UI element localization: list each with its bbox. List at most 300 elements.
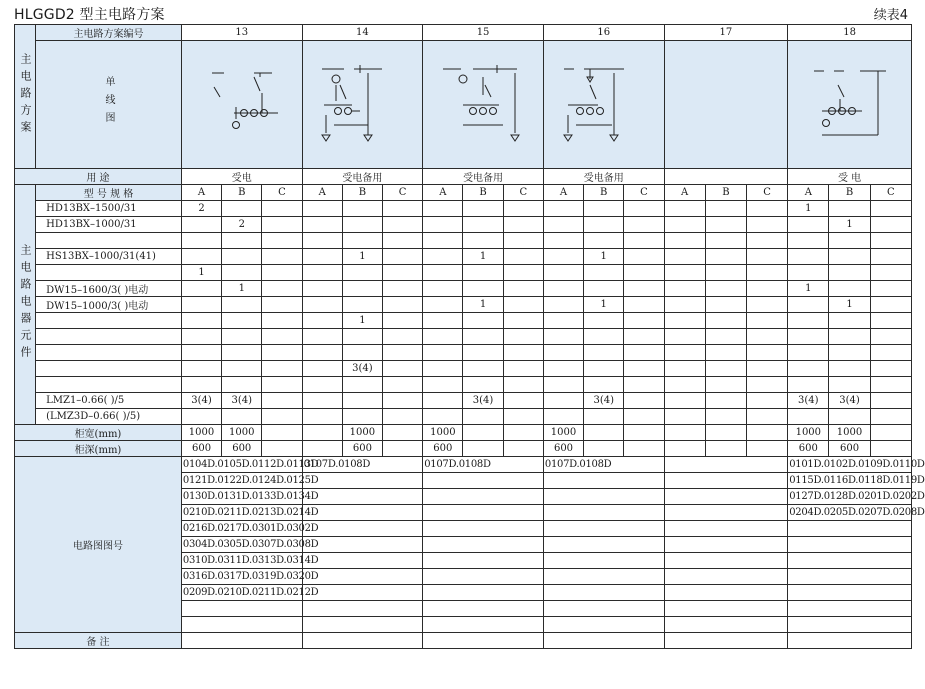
width-value: 1000: [222, 425, 262, 441]
circuit-code: [543, 617, 664, 633]
circuit-code: 0101D.0102D.0109D.0110D: [788, 457, 912, 473]
component-qty: [746, 313, 787, 329]
component-qty: [584, 377, 624, 393]
component-qty: [664, 201, 705, 217]
circuit-code: [664, 537, 788, 553]
component-qty: [181, 409, 221, 425]
circuit-code: [302, 521, 423, 537]
width-label: 柜宽(mm): [15, 425, 182, 441]
circuit-code: [423, 585, 544, 601]
circuit-code: [664, 473, 788, 489]
diagram-17: [664, 41, 788, 169]
abc-header: C: [870, 185, 911, 201]
component-qty: [383, 393, 423, 409]
component-qty: 3(4): [463, 393, 503, 409]
circuit-code: [423, 569, 544, 585]
component-qty: [262, 361, 302, 377]
component-qty: [302, 265, 342, 281]
circuit-code: 0107D.0108D: [302, 457, 423, 473]
component-qty: [705, 265, 746, 281]
width-value: [302, 425, 342, 441]
component-qty: [705, 345, 746, 361]
component-qty: [870, 201, 911, 217]
depth-value: 600: [181, 441, 221, 457]
component-qty: [746, 233, 787, 249]
component-qty: [302, 329, 342, 345]
component-qty: 3(4): [342, 361, 382, 377]
component-name: [36, 329, 182, 345]
component-qty: [664, 361, 705, 377]
circuit-code: 0304D.0305D.0307D.0308D: [181, 537, 302, 553]
component-qty: [463, 265, 503, 281]
width-value: 1000: [543, 425, 583, 441]
component-qty: [664, 217, 705, 233]
usage-label: 用 途: [15, 169, 182, 185]
component-qty: 1: [829, 297, 870, 313]
depth-value: 600: [342, 441, 382, 457]
depth-value: [870, 441, 911, 457]
component-qty: [870, 409, 911, 425]
component-qty: [788, 329, 829, 345]
component-name: (LMZ3D–0.66( )/5): [36, 409, 182, 425]
component-qty: [342, 281, 382, 297]
width-value: 1000: [423, 425, 463, 441]
component-qty: [624, 329, 664, 345]
component-qty: [262, 281, 302, 297]
width-value: [705, 425, 746, 441]
circuit-code: [664, 585, 788, 601]
component-qty: [543, 249, 583, 265]
diagram-16: [543, 41, 664, 169]
abc-header: A: [423, 185, 463, 201]
width-value: [664, 425, 705, 441]
component-qty: 1: [829, 217, 870, 233]
circuit-code: [423, 617, 544, 633]
component-qty: [181, 329, 221, 345]
circuit-code: [302, 601, 423, 617]
component-qty: [705, 329, 746, 345]
component-qty: [181, 313, 221, 329]
component-qty: [302, 281, 342, 297]
scheme-13: 13: [181, 25, 302, 41]
component-qty: [181, 361, 221, 377]
circuit-code: [302, 617, 423, 633]
component-qty: [383, 345, 423, 361]
usage-15: 受电备用: [423, 169, 544, 185]
circuit-code: 0316D.0317D.0319D.0320D: [181, 569, 302, 585]
component-qty: [746, 329, 787, 345]
component-qty: [870, 345, 911, 361]
component-qty: [829, 409, 870, 425]
component-qty: [664, 233, 705, 249]
component-qty: [423, 281, 463, 297]
component-qty: [503, 217, 543, 233]
component-qty: 3(4): [584, 393, 624, 409]
component-qty: [463, 233, 503, 249]
depth-value: 600: [788, 441, 829, 457]
component-qty: 1: [584, 249, 624, 265]
component-qty: [543, 345, 583, 361]
component-qty: [423, 249, 463, 265]
circuit-code: [302, 553, 423, 569]
component-qty: [705, 313, 746, 329]
component-qty: [222, 409, 262, 425]
circuit-code: [788, 553, 912, 569]
circuit-code: [423, 601, 544, 617]
component-qty: [181, 217, 221, 233]
component-qty: [262, 265, 302, 281]
width-value: 1000: [342, 425, 382, 441]
component-qty: [870, 233, 911, 249]
component-qty: [503, 265, 543, 281]
width-value: 1000: [181, 425, 221, 441]
width-value: 1000: [788, 425, 829, 441]
usage-17: [664, 169, 788, 185]
component-qty: 1: [342, 313, 382, 329]
component-qty: [624, 265, 664, 281]
circuit-code: 0310D.0311D.0313D.0314D: [181, 553, 302, 569]
component-qty: [584, 345, 624, 361]
circuit-code: [543, 473, 664, 489]
component-qty: [302, 409, 342, 425]
component-qty: [664, 265, 705, 281]
component-name: [36, 345, 182, 361]
circuit-code: [788, 585, 912, 601]
component-qty: [302, 393, 342, 409]
component-qty: [705, 233, 746, 249]
circuit-code: [302, 489, 423, 505]
circuit-code: 0216D.0217D.0301D.0302D: [181, 521, 302, 537]
component-qty: [705, 361, 746, 377]
component-qty: [342, 377, 382, 393]
component-qty: [302, 201, 342, 217]
circuit-code: [543, 505, 664, 521]
component-qty: [342, 393, 382, 409]
width-value: [503, 425, 543, 441]
component-qty: [788, 297, 829, 313]
usage-18: 受 电: [788, 169, 912, 185]
component-qty: [302, 345, 342, 361]
component-qty: [829, 281, 870, 297]
width-value: [624, 425, 664, 441]
circuit-code: 0204D.0205D.0207D.0208D: [788, 505, 912, 521]
component-qty: [262, 345, 302, 361]
circuit-code: [423, 553, 544, 569]
component-qty: [624, 281, 664, 297]
component-qty: [664, 281, 705, 297]
component-qty: [222, 297, 262, 313]
circuit-code: [543, 489, 664, 505]
component-qty: [423, 233, 463, 249]
component-qty: [503, 329, 543, 345]
depth-value: [705, 441, 746, 457]
component-qty: [463, 217, 503, 233]
component-name: [36, 233, 182, 249]
component-name: LMZ1–0.66( )/5: [36, 393, 182, 409]
depth-value: [302, 441, 342, 457]
usage-16: 受电备用: [543, 169, 664, 185]
component-qty: [222, 377, 262, 393]
component-qty: [181, 249, 221, 265]
remark-cell: [543, 633, 664, 649]
scheme-no-label: 主电路方案编号: [36, 25, 182, 41]
component-qty: [503, 377, 543, 393]
scheme-15: 15: [423, 25, 544, 41]
component-qty: [342, 345, 382, 361]
abc-header: C: [503, 185, 543, 201]
component-qty: [584, 265, 624, 281]
component-qty: [463, 377, 503, 393]
component-qty: [503, 297, 543, 313]
component-name: DW15–1000/3( )电动: [36, 297, 182, 313]
component-qty: [342, 409, 382, 425]
component-qty: [503, 249, 543, 265]
circuit-code: [423, 473, 544, 489]
component-name: [36, 265, 182, 281]
depth-value: 600: [543, 441, 583, 457]
circuit-code: [543, 585, 664, 601]
diagram-label: 单线图: [36, 41, 182, 169]
component-name: HD13BX–1500/31: [36, 201, 182, 217]
depth-value: [664, 441, 705, 457]
component-qty: [181, 345, 221, 361]
component-qty: [624, 409, 664, 425]
component-qty: 1: [788, 201, 829, 217]
component-qty: [705, 201, 746, 217]
circuit-label: 电路图图号: [15, 457, 182, 633]
component-qty: [503, 201, 543, 217]
component-name: DW15–1600/3( )电动: [36, 281, 182, 297]
component-qty: [829, 265, 870, 281]
component-qty: [302, 297, 342, 313]
component-qty: [788, 361, 829, 377]
component-qty: [584, 313, 624, 329]
component-qty: 3(4): [181, 393, 221, 409]
component-qty: [624, 297, 664, 313]
component-qty: [423, 409, 463, 425]
component-qty: [705, 281, 746, 297]
component-qty: [788, 409, 829, 425]
component-qty: [302, 217, 342, 233]
component-qty: [383, 409, 423, 425]
component-qty: [463, 329, 503, 345]
component-name: [36, 313, 182, 329]
component-qty: [870, 377, 911, 393]
component-qty: [829, 345, 870, 361]
component-qty: 1: [788, 281, 829, 297]
component-qty: [342, 201, 382, 217]
component-qty: [423, 345, 463, 361]
component-qty: [463, 281, 503, 297]
depth-value: [463, 441, 503, 457]
component-qty: [222, 201, 262, 217]
circuit-code: 0121D.0122D.0124D.0125D: [181, 473, 302, 489]
depth-value: [746, 441, 787, 457]
component-qty: [870, 265, 911, 281]
circuit-code: [302, 505, 423, 521]
component-qty: [383, 297, 423, 313]
diagram-15: [423, 41, 544, 169]
component-name: HS13BX–1000/31(41): [36, 249, 182, 265]
component-qty: [584, 281, 624, 297]
diagram-14: [302, 41, 423, 169]
component-qty: [181, 281, 221, 297]
component-qty: [262, 313, 302, 329]
abc-header: B: [829, 185, 870, 201]
abc-header: C: [624, 185, 664, 201]
circuit-code: [664, 601, 788, 617]
single-line-diagram-14: [312, 55, 412, 155]
component-qty: [624, 361, 664, 377]
component-qty: [463, 313, 503, 329]
abc-header: B: [705, 185, 746, 201]
component-qty: [262, 297, 302, 313]
component-qty: [829, 233, 870, 249]
continued-label: 续表4: [873, 8, 908, 23]
component-qty: [746, 265, 787, 281]
component-qty: [543, 361, 583, 377]
component-qty: [383, 265, 423, 281]
circuit-code: [302, 537, 423, 553]
component-qty: [342, 297, 382, 313]
depth-value: [624, 441, 664, 457]
component-qty: 1: [222, 281, 262, 297]
component-qty: [543, 201, 583, 217]
component-qty: [463, 345, 503, 361]
component-qty: [624, 249, 664, 265]
component-qty: [222, 361, 262, 377]
circuit-code: [423, 489, 544, 505]
component-qty: [788, 249, 829, 265]
abc-header: A: [543, 185, 583, 201]
depth-label: 柜深(mm): [15, 441, 182, 457]
usage-13: 受电: [181, 169, 302, 185]
remark-cell: [423, 633, 544, 649]
component-qty: [222, 249, 262, 265]
circuit-code: 0210D.0211D.0213D.0214D: [181, 505, 302, 521]
component-qty: [262, 393, 302, 409]
component-qty: [664, 329, 705, 345]
component-qty: 1: [181, 265, 221, 281]
main-circuit-table: [14, 24, 925, 649]
circuit-code: [543, 569, 664, 585]
component-qty: [383, 201, 423, 217]
component-qty: [262, 233, 302, 249]
component-qty: [302, 313, 342, 329]
abc-header: A: [181, 185, 221, 201]
component-qty: 3(4): [788, 393, 829, 409]
component-qty: [829, 313, 870, 329]
component-qty: [664, 297, 705, 313]
circuit-code: 0107D.0108D: [423, 457, 544, 473]
component-qty: [423, 313, 463, 329]
component-qty: [222, 329, 262, 345]
abc-header: B: [463, 185, 503, 201]
circuit-code: 0130D.0131D.0133D.0134D: [181, 489, 302, 505]
component-qty: [705, 297, 746, 313]
width-value: [383, 425, 423, 441]
component-qty: [503, 233, 543, 249]
component-qty: [870, 361, 911, 377]
component-qty: [705, 377, 746, 393]
width-value: 1000: [829, 425, 870, 441]
width-value: [746, 425, 787, 441]
circuit-code: [788, 601, 912, 617]
remark-label: 备 注: [15, 633, 182, 649]
remark-cell: [664, 633, 788, 649]
component-qty: 2: [181, 201, 221, 217]
component-qty: [788, 345, 829, 361]
circuit-code: 0107D.0108D: [543, 457, 664, 473]
component-qty: [788, 217, 829, 233]
component-qty: 1: [463, 297, 503, 313]
component-qty: [503, 313, 543, 329]
circuit-code: [302, 473, 423, 489]
component-qty: [746, 201, 787, 217]
component-qty: [262, 409, 302, 425]
abc-header: A: [302, 185, 342, 201]
component-qty: [624, 345, 664, 361]
width-value: [584, 425, 624, 441]
component-qty: [870, 313, 911, 329]
remark-cell: [302, 633, 423, 649]
circuit-code: [543, 521, 664, 537]
abc-header: B: [342, 185, 382, 201]
component-qty: [181, 233, 221, 249]
component-qty: [870, 217, 911, 233]
component-qty: [181, 297, 221, 313]
remark-cell: [788, 633, 912, 649]
circuit-code: [788, 537, 912, 553]
component-qty: [543, 233, 583, 249]
circuit-code: [543, 601, 664, 617]
component-qty: [664, 393, 705, 409]
component-qty: [705, 393, 746, 409]
component-qty: [463, 201, 503, 217]
component-qty: [746, 297, 787, 313]
remark-cell: [181, 633, 302, 649]
component-qty: [383, 329, 423, 345]
circuit-code: 0115D.0116D.0118D.0119D: [788, 473, 912, 489]
component-qty: [543, 297, 583, 313]
component-qty: [543, 393, 583, 409]
component-qty: [829, 329, 870, 345]
width-value: [463, 425, 503, 441]
circuit-code: [788, 521, 912, 537]
component-qty: [788, 313, 829, 329]
component-qty: 1: [584, 297, 624, 313]
component-qty: 1: [342, 249, 382, 265]
component-qty: [383, 233, 423, 249]
abc-header: C: [746, 185, 787, 201]
circuit-code: [664, 505, 788, 521]
spec-label: 型 号 规 格: [36, 185, 182, 201]
circuit-code: [664, 553, 788, 569]
component-qty: [262, 377, 302, 393]
component-qty: [503, 281, 543, 297]
component-qty: [181, 377, 221, 393]
side-label-elements: 主电路电器元件: [15, 185, 36, 425]
component-qty: [788, 265, 829, 281]
component-qty: [624, 217, 664, 233]
component-qty: [870, 393, 911, 409]
abc-header: C: [262, 185, 302, 201]
circuit-code: 0127D.0128D.0201D.0202D: [788, 489, 912, 505]
component-qty: [584, 233, 624, 249]
single-line-diagram-16: [554, 55, 654, 155]
component-qty: [423, 377, 463, 393]
component-qty: [788, 377, 829, 393]
